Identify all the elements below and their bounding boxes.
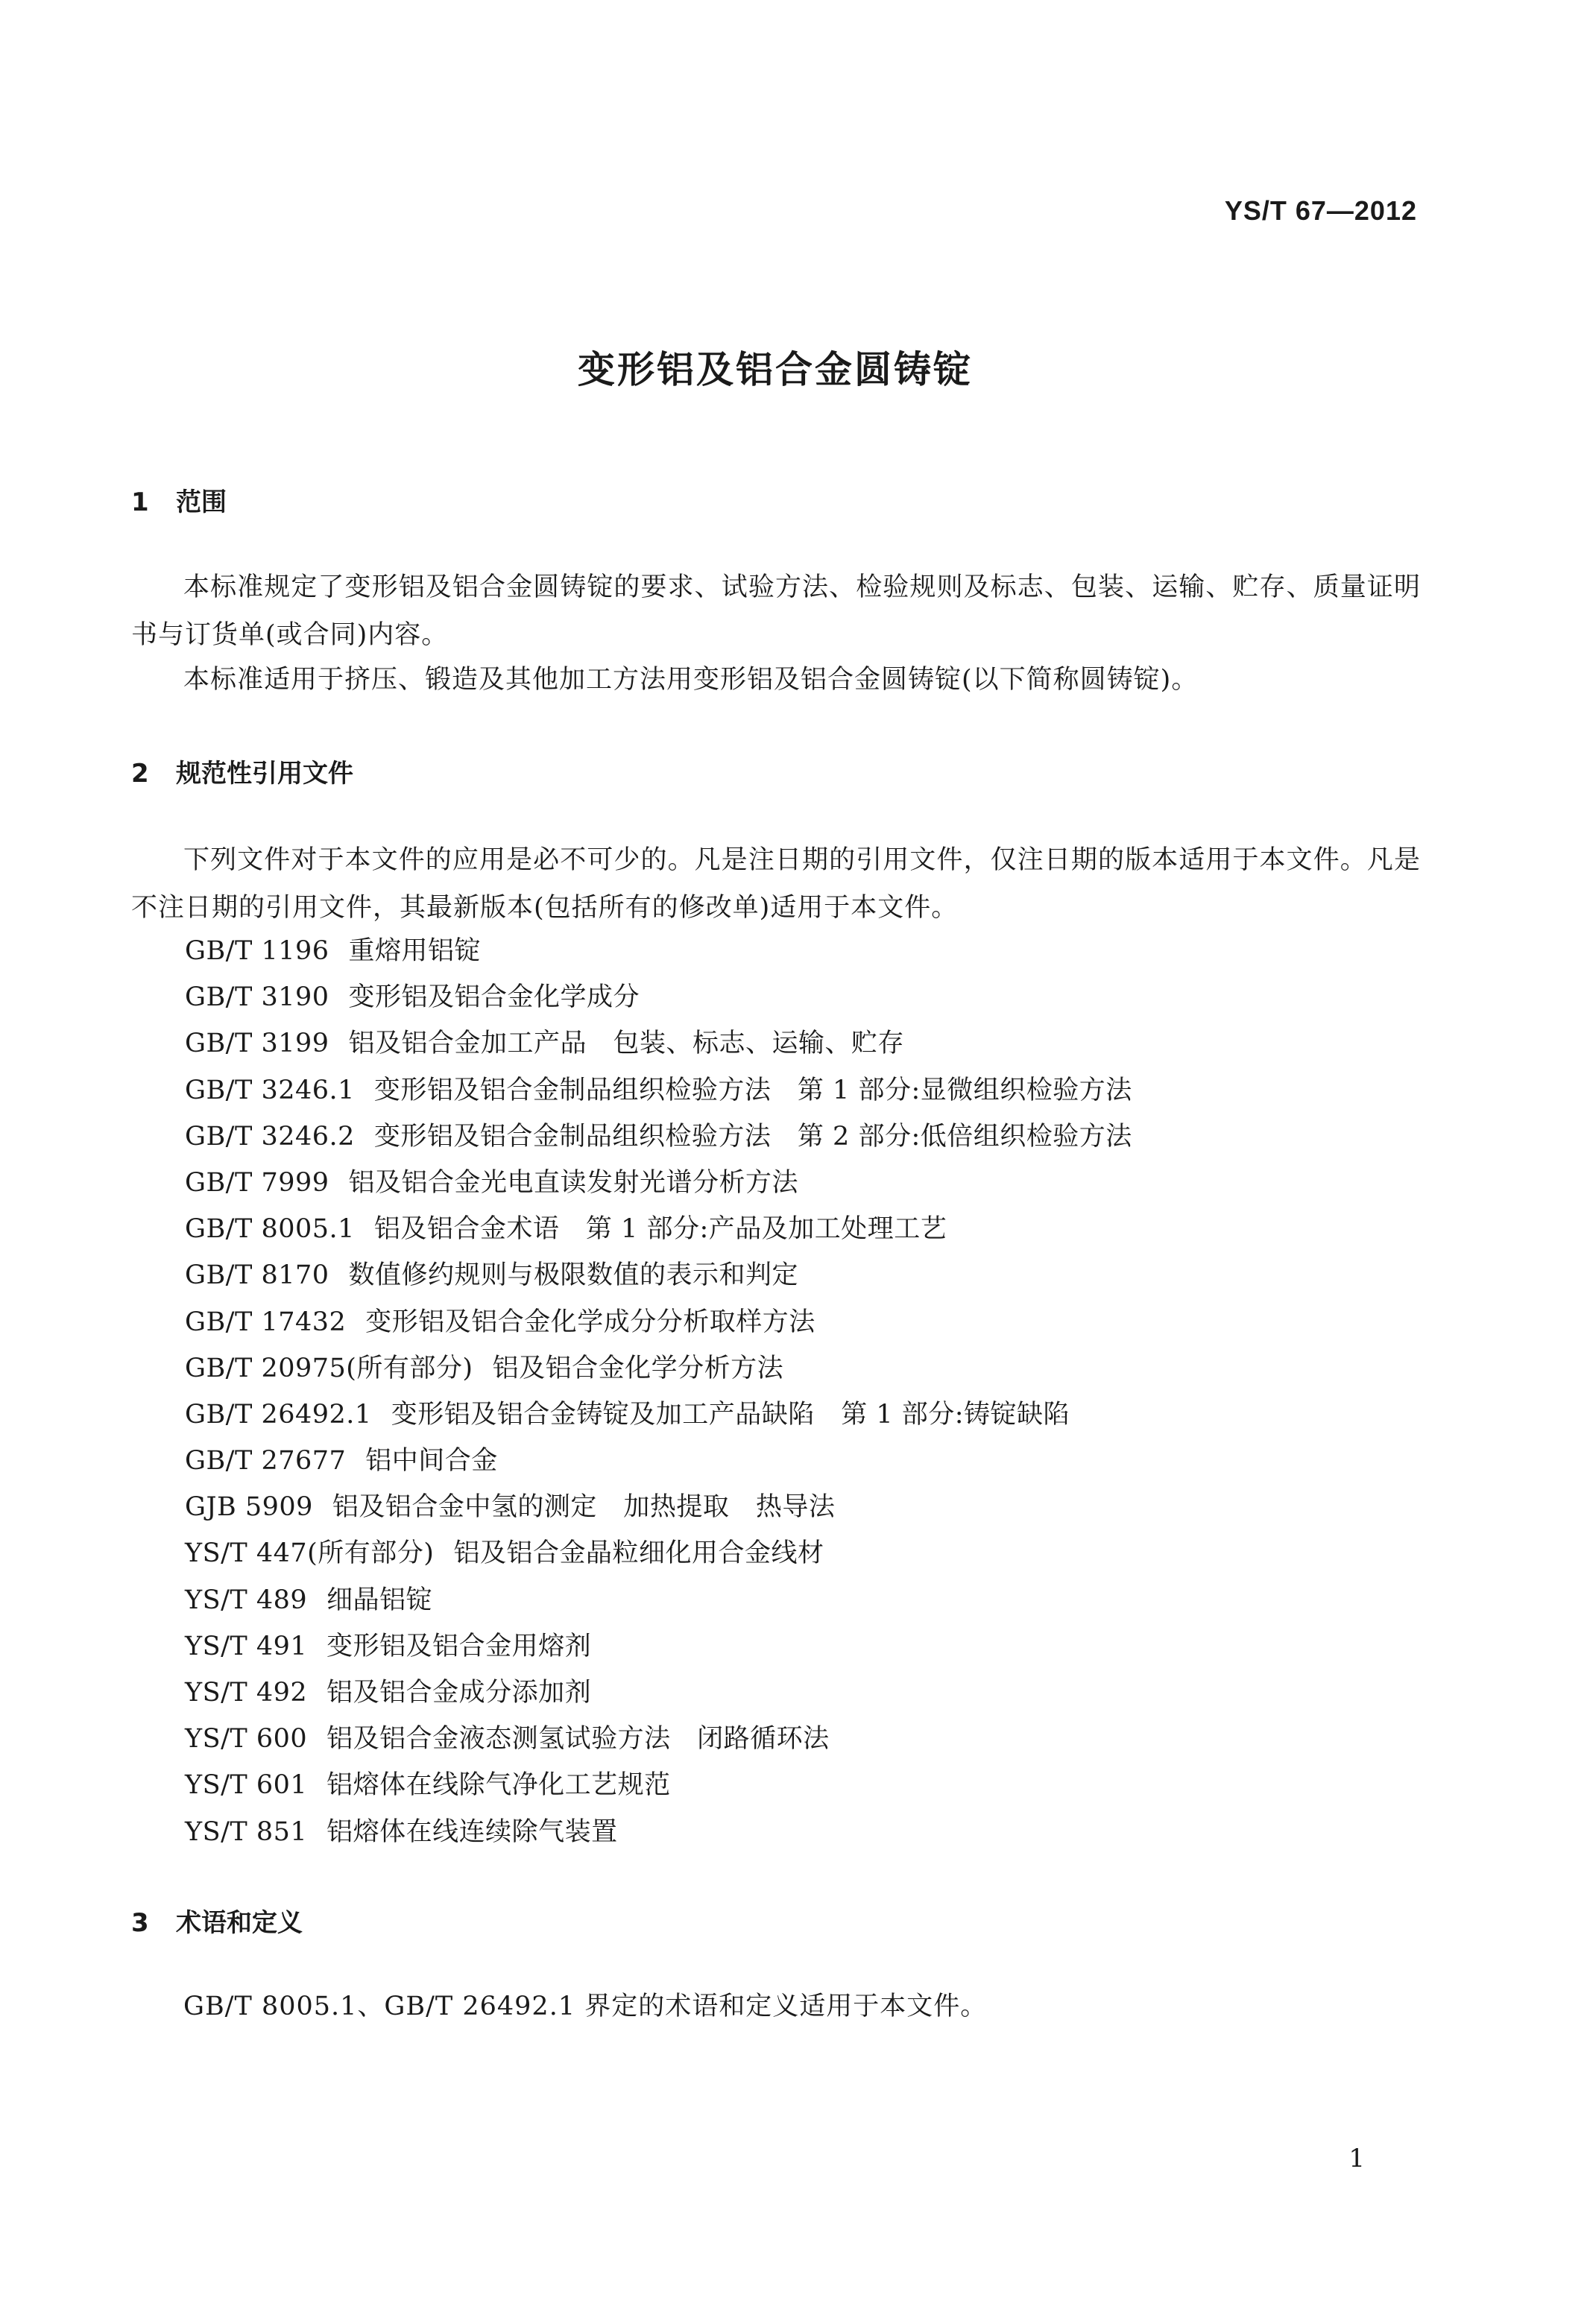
reference-title: 数值修约规则与极限数值的表示和判定 [348, 1260, 799, 1291]
reference-code: YS/T 447(所有部分) [185, 1538, 435, 1569]
reference-item [185, 1530, 1132, 1576]
reference-title: 铝及铝合金液态测氢试验方法 闭路循环法 [326, 1724, 830, 1755]
reference-code: GB/T 3246.1 [185, 1075, 355, 1105]
reference-code: YS/T 492 [185, 1678, 308, 1708]
section-title: 规范性引用文件 [176, 759, 353, 789]
reference-item [185, 1484, 1132, 1530]
reference-item [185, 1392, 1132, 1438]
reference-code: GB/T 3199 [185, 1029, 329, 1059]
reference-item [185, 1206, 1132, 1252]
reference-code: GJB 5909 [185, 1492, 313, 1523]
reference-item [185, 1577, 1132, 1623]
reference-title: 变形铝及铝合金化学成分分析取样方法 [365, 1307, 815, 1337]
reference-item [185, 1114, 1132, 1160]
section-number: 2 [131, 759, 149, 789]
reference-title: 铝熔体在线连续除气装置 [326, 1816, 618, 1847]
reference-title: 铝及铝合金晶粒细化用合金线材 [453, 1538, 824, 1569]
reference-item [185, 1623, 1132, 1670]
normative-references-list [185, 928, 1132, 1855]
reference-item [185, 1438, 1132, 1484]
section-3-paragraph-1: GB/T 8005.1、GB/T 26492.1 界定的术语和定义适用于本文件。 [183, 1992, 988, 2021]
reference-code: GB/T 20975(所有部分) [185, 1353, 473, 1383]
reference-item [185, 974, 1132, 1020]
reference-code: GB/T 26492.1 [185, 1399, 372, 1430]
reference-title: 变形铝及铝合金化学成分 [348, 982, 640, 1013]
standard-code: YS/T 67—2012 [1224, 195, 1417, 226]
reference-item [185, 1345, 1132, 1392]
section-2-heading [131, 753, 353, 789]
reference-code: YS/T 600 [185, 1724, 308, 1755]
section-3-heading [131, 1902, 303, 1939]
section-number: 1 [131, 487, 149, 517]
reference-code: YS/T 489 [185, 1585, 308, 1615]
reference-code: GB/T 27677 [185, 1446, 347, 1477]
reference-code: YS/T 491 [185, 1631, 308, 1661]
reference-title: 铝及铝合金光电直读发射光谱分析方法 [348, 1167, 799, 1198]
reference-item [185, 1716, 1132, 1762]
reference-code: GB/T 17432 [185, 1307, 347, 1337]
reference-item [185, 1020, 1132, 1067]
reference-title: 铝及铝合金化学分析方法 [492, 1353, 784, 1383]
reference-item [185, 1670, 1132, 1716]
section-1-paragraph-2: 本标准适用于挤压、锻造及其他加工方法用变形铝及铝合金圆铸锭(以下简称圆铸锭)。 [183, 665, 1199, 695]
reference-item [185, 1809, 1132, 1855]
reference-item [185, 1160, 1132, 1206]
section-1-heading [131, 481, 227, 518]
reference-code: YS/T 601 [185, 1770, 308, 1801]
reference-item [185, 1252, 1132, 1298]
section-title: 术语和定义 [176, 1908, 303, 1938]
reference-item [185, 1299, 1132, 1345]
document-title: 变形铝及铝合金圆铸锭 [578, 348, 973, 391]
reference-code: YS/T 851 [185, 1816, 308, 1847]
reference-title: 铝及铝合金加工产品 包装、标志、运输、贮存 [348, 1029, 905, 1059]
reference-title: 铝及铝合金成分添加剂 [326, 1678, 592, 1708]
reference-code: GB/T 8170 [185, 1260, 329, 1291]
reference-item [185, 1762, 1132, 1808]
reference-title: 铝及铝合金术语 第 1 部分:产品及加工处理工艺 [373, 1214, 947, 1245]
reference-title: 变形铝及铝合金制品组织检验方法 第 2 部分:低倍组织检验方法 [373, 1121, 1132, 1152]
reference-title: 重熔用铝锭 [348, 936, 482, 966]
reference-item [185, 1067, 1132, 1114]
reference-item [185, 928, 1132, 974]
section-2-intro: 下列文件对于本文件的应用是必不可少的。凡是注日期的引用文件，仅注日期的版本适用于本文件。凡是不注日期的引用文件，其最新版本(包括所有的修改单)适用于本文件。 [131, 845, 1421, 923]
reference-code: GB/T 1196 [185, 936, 329, 966]
section-title: 范围 [176, 487, 227, 517]
reference-code: GB/T 3190 [185, 982, 329, 1013]
reference-code: GB/T 7999 [185, 1167, 329, 1198]
reference-title: 变形铝及铝合金用熔剂 [326, 1631, 592, 1661]
page-number: 1 [1348, 2144, 1365, 2173]
reference-code: GB/T 3246.2 [185, 1121, 355, 1152]
reference-title: 细晶铝锭 [326, 1585, 433, 1615]
reference-code: GB/T 8005.1 [185, 1214, 355, 1245]
section-1-paragraph-1: 本标准规定了变形铝及铝合金圆铸锭的要求、试验方法、检验规则及标志、包装、运输、贮存、质量证明书与订货单(或合同)内容。 [131, 572, 1421, 650]
reference-title: 铝中间合金 [365, 1446, 498, 1477]
reference-title: 变形铝及铝合金铸锭及加工产品缺陷 第 1 部分:铸锭缺陷 [391, 1399, 1070, 1430]
reference-title: 变形铝及铝合金制品组织检验方法 第 1 部分:显微组织检验方法 [373, 1075, 1132, 1105]
section-number: 3 [131, 1908, 149, 1938]
reference-title: 铝熔体在线除气净化工艺规范 [326, 1770, 671, 1801]
reference-title: 铝及铝合金中氢的测定 加热提取 热导法 [332, 1492, 836, 1523]
